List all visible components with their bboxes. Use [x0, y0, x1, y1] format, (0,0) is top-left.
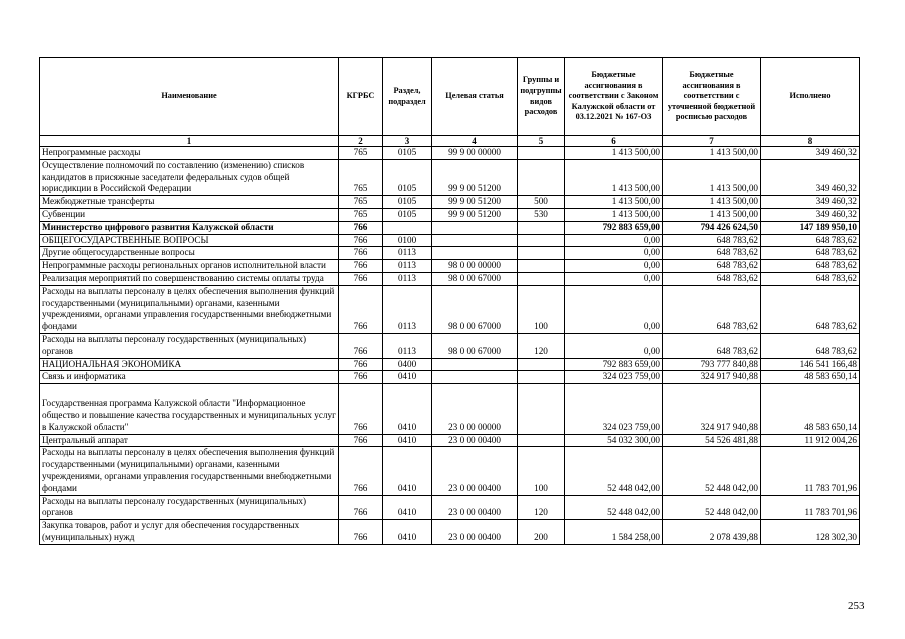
cell-group: 100 — [518, 285, 565, 333]
cell-kgrbs: 766 — [339, 520, 383, 545]
cell-updated: 52 448 042,00 — [663, 447, 761, 495]
cell-executed: 349 460,32 — [761, 159, 860, 195]
cell-name: Расходы на выплаты персоналу в целях обеспечения выполнения функций государственными (муниципальными) органами, казенными учреждениями, органами управления государственными внебюджетными фондами — [40, 285, 339, 333]
cell-name: Расходы на выплаты персоналу в целях обеспечения выполнения функций государственными (муниципальными) органами, казенными учреждениями, органами управления государственными внебюджетными фондами — [40, 447, 339, 495]
cell-target: 23 0 00 00000 — [432, 384, 518, 434]
cell-executed: 128 302,30 — [761, 520, 860, 545]
cell-kgrbs: 766 — [339, 434, 383, 447]
cell-section: 0113 — [383, 247, 432, 260]
table-row — [40, 147, 860, 160]
cell-name: Непрограммные расходы — [40, 147, 339, 160]
cell-target: 23 0 00 00400 — [432, 434, 518, 447]
cell-section: 0113 — [383, 272, 432, 285]
cell-name: Реализация мероприятий по совершенствованию системы оплаты труда — [40, 272, 339, 285]
table-row — [40, 358, 860, 371]
cell-kgrbs: 766 — [339, 447, 383, 495]
column-number: 6 — [565, 136, 663, 147]
cell-executed: 648 783,62 — [761, 247, 860, 260]
cell-name: Осуществление полномочий по составлению (изменению) списков кандидатов в присяжные заседатели федеральных судов общей юрисдикции в Российской Федерации — [40, 159, 339, 195]
header-name: Наименование — [40, 58, 339, 136]
cell-target: 99 9 00 51200 — [432, 196, 518, 209]
table-row — [40, 495, 860, 520]
table-row — [40, 371, 860, 384]
cell-updated: 324 917 940,88 — [663, 384, 761, 434]
cell-group — [518, 260, 565, 273]
cell-target — [432, 234, 518, 247]
header-section: Раздел, подраздел — [383, 58, 432, 136]
cell-updated: 2 078 439,88 — [663, 520, 761, 545]
cell-kgrbs: 765 — [339, 159, 383, 195]
header-kgrbs: КГРБС — [339, 58, 383, 136]
cell-section: 0105 — [383, 147, 432, 160]
cell-name: Государственная программа Калужской области "Информационное общество и повышение качества государственных и муниципальных услуг в Калужской области" — [40, 384, 339, 434]
cell-law: 324 023 759,00 — [565, 384, 663, 434]
cell-target: 99 9 00 00000 — [432, 147, 518, 160]
cell-kgrbs: 766 — [339, 371, 383, 384]
cell-name: Субвенции — [40, 208, 339, 221]
cell-kgrbs: 766 — [339, 272, 383, 285]
table-row — [40, 159, 860, 195]
table-row — [40, 260, 860, 273]
cell-name: Расходы на выплаты персоналу государственных (муниципальных) органов — [40, 333, 339, 358]
cell-updated: 54 526 481,88 — [663, 434, 761, 447]
cell-target: 99 9 00 51200 — [432, 208, 518, 221]
cell-updated: 793 777 840,88 — [663, 358, 761, 371]
cell-section: 0105 — [383, 208, 432, 221]
cell-kgrbs: 765 — [339, 208, 383, 221]
cell-target — [432, 358, 518, 371]
column-number: 4 — [432, 136, 518, 147]
cell-updated: 1 413 500,00 — [663, 159, 761, 195]
cell-executed: 349 460,32 — [761, 147, 860, 160]
cell-updated: 794 426 624,50 — [663, 221, 761, 234]
cell-name: Закупка товаров, работ и услуг для обеспечения государственных (муниципальных) нужд — [40, 520, 339, 545]
cell-group: 120 — [518, 495, 565, 520]
cell-section: 0100 — [383, 234, 432, 247]
cell-name: НАЦИОНАЛЬНАЯ ЭКОНОМИКА — [40, 358, 339, 371]
column-number: 7 — [663, 136, 761, 147]
cell-section: 0105 — [383, 196, 432, 209]
cell-section: 0113 — [383, 260, 432, 273]
cell-updated: 1 413 500,00 — [663, 196, 761, 209]
cell-group — [518, 272, 565, 285]
table-row — [40, 208, 860, 221]
cell-group: 120 — [518, 333, 565, 358]
cell-law: 1 413 500,00 — [565, 196, 663, 209]
column-number: 2 — [339, 136, 383, 147]
cell-section: 0113 — [383, 285, 432, 333]
cell-group — [518, 434, 565, 447]
cell-target: 98 0 00 67000 — [432, 333, 518, 358]
cell-section: 0410 — [383, 495, 432, 520]
cell-law: 52 448 042,00 — [565, 495, 663, 520]
cell-executed: 648 783,62 — [761, 234, 860, 247]
cell-law: 0,00 — [565, 234, 663, 247]
cell-target — [432, 247, 518, 260]
cell-law: 52 448 042,00 — [565, 447, 663, 495]
cell-section: 0410 — [383, 434, 432, 447]
cell-group — [518, 371, 565, 384]
column-number: 1 — [40, 136, 339, 147]
table-row — [40, 285, 860, 333]
cell-name: Межбюджетные трансферты — [40, 196, 339, 209]
table-header-row — [40, 58, 860, 136]
cell-updated: 648 783,62 — [663, 272, 761, 285]
cell-group — [518, 147, 565, 160]
column-number: 3 — [383, 136, 432, 147]
table-row — [40, 247, 860, 260]
cell-executed: 147 189 950,10 — [761, 221, 860, 234]
cell-section — [383, 221, 432, 234]
cell-law: 1 413 500,00 — [565, 159, 663, 195]
table-row — [40, 384, 860, 434]
cell-target: 23 0 00 00400 — [432, 495, 518, 520]
cell-target — [432, 371, 518, 384]
cell-kgrbs: 766 — [339, 384, 383, 434]
table-row — [40, 333, 860, 358]
cell-name: Связь и информатика — [40, 371, 339, 384]
cell-target: 23 0 00 00400 — [432, 447, 518, 495]
cell-group: 500 — [518, 196, 565, 209]
cell-section: 0410 — [383, 520, 432, 545]
cell-target: 98 0 00 67000 — [432, 272, 518, 285]
cell-target: 99 9 00 51200 — [432, 159, 518, 195]
table-row — [40, 196, 860, 209]
cell-law: 792 883 659,00 — [565, 221, 663, 234]
cell-group — [518, 384, 565, 434]
cell-executed: 648 783,62 — [761, 333, 860, 358]
cell-target: 98 0 00 67000 — [432, 285, 518, 333]
header-budget-law: Бюджетные ассигнования в соответствии с Законом Калужской области от 03.12.2021 № 167-ОЗ — [565, 58, 663, 136]
table-row — [40, 234, 860, 247]
column-number: 8 — [761, 136, 860, 147]
column-number-row — [40, 136, 860, 147]
cell-updated: 52 448 042,00 — [663, 495, 761, 520]
cell-executed: 648 783,62 — [761, 272, 860, 285]
table-row — [40, 520, 860, 545]
table-row — [40, 272, 860, 285]
cell-law: 0,00 — [565, 247, 663, 260]
cell-updated: 648 783,62 — [663, 247, 761, 260]
cell-executed: 48 583 650,14 — [761, 384, 860, 434]
cell-law: 0,00 — [565, 285, 663, 333]
cell-section: 0113 — [383, 333, 432, 358]
cell-name: ОБЩЕГОСУДАРСТВЕННЫЕ ВОПРОСЫ — [40, 234, 339, 247]
column-number: 5 — [518, 136, 565, 147]
cell-section: 0410 — [383, 384, 432, 434]
cell-group — [518, 221, 565, 234]
header-groups: Группы и подгруппы видов расходов — [518, 58, 565, 136]
cell-name: Расходы на выплаты персоналу государственных (муниципальных) органов — [40, 495, 339, 520]
cell-name: Непрограммные расходы региональных органов исполнительной власти — [40, 260, 339, 273]
cell-updated: 648 783,62 — [663, 285, 761, 333]
header-target: Целевая статья — [432, 58, 518, 136]
cell-kgrbs: 766 — [339, 285, 383, 333]
cell-law: 0,00 — [565, 260, 663, 273]
cell-executed: 648 783,62 — [761, 260, 860, 273]
table-row — [40, 434, 860, 447]
header-executed: Исполнено — [761, 58, 860, 136]
cell-group: 100 — [518, 447, 565, 495]
cell-law: 0,00 — [565, 333, 663, 358]
cell-target: 98 0 00 00000 — [432, 260, 518, 273]
cell-law: 1 413 500,00 — [565, 208, 663, 221]
cell-updated: 1 413 500,00 — [663, 147, 761, 160]
cell-name: Другие общегосударственные вопросы — [40, 247, 339, 260]
cell-group: 200 — [518, 520, 565, 545]
cell-kgrbs: 766 — [339, 358, 383, 371]
cell-updated: 648 783,62 — [663, 234, 761, 247]
table-body — [40, 147, 860, 545]
cell-executed: 11 912 004,26 — [761, 434, 860, 447]
header-budget-updated: Бюджетные ассигнования в соответствии с уточненной бюджетной росписью расходов — [663, 58, 761, 136]
cell-group — [518, 358, 565, 371]
cell-kgrbs: 765 — [339, 147, 383, 160]
cell-kgrbs: 766 — [339, 260, 383, 273]
cell-section: 0400 — [383, 358, 432, 371]
cell-kgrbs: 765 — [339, 196, 383, 209]
cell-target — [432, 221, 518, 234]
table-row — [40, 447, 860, 495]
cell-group: 530 — [518, 208, 565, 221]
page-number: 253 — [848, 600, 865, 612]
cell-executed: 11 783 701,96 — [761, 495, 860, 520]
cell-group — [518, 234, 565, 247]
cell-law: 324 023 759,00 — [565, 371, 663, 384]
cell-target: 23 0 00 00400 — [432, 520, 518, 545]
cell-updated: 1 413 500,00 — [663, 208, 761, 221]
cell-executed: 648 783,62 — [761, 285, 860, 333]
cell-law: 792 883 659,00 — [565, 358, 663, 371]
cell-updated: 648 783,62 — [663, 260, 761, 273]
cell-executed: 349 460,32 — [761, 196, 860, 209]
cell-section: 0410 — [383, 447, 432, 495]
cell-group — [518, 159, 565, 195]
cell-law: 54 032 300,00 — [565, 434, 663, 447]
cell-law: 1 584 258,00 — [565, 520, 663, 545]
cell-section: 0105 — [383, 159, 432, 195]
cell-kgrbs: 766 — [339, 333, 383, 358]
cell-name: Министерство цифрового развития Калужской области — [40, 221, 339, 234]
cell-group — [518, 247, 565, 260]
cell-updated: 648 783,62 — [663, 333, 761, 358]
cell-law: 1 413 500,00 — [565, 147, 663, 160]
table-row — [40, 221, 860, 234]
cell-name: Центральный аппарат — [40, 434, 339, 447]
cell-kgrbs: 766 — [339, 495, 383, 520]
cell-executed: 11 783 701,96 — [761, 447, 860, 495]
budget-table — [39, 57, 860, 545]
cell-law: 0,00 — [565, 272, 663, 285]
cell-kgrbs: 766 — [339, 221, 383, 234]
cell-executed: 349 460,32 — [761, 208, 860, 221]
cell-kgrbs: 766 — [339, 234, 383, 247]
cell-section: 0410 — [383, 371, 432, 384]
cell-kgrbs: 766 — [339, 247, 383, 260]
cell-updated: 324 917 940,88 — [663, 371, 761, 384]
cell-executed: 48 583 650,14 — [761, 371, 860, 384]
cell-executed: 146 541 166,48 — [761, 358, 860, 371]
